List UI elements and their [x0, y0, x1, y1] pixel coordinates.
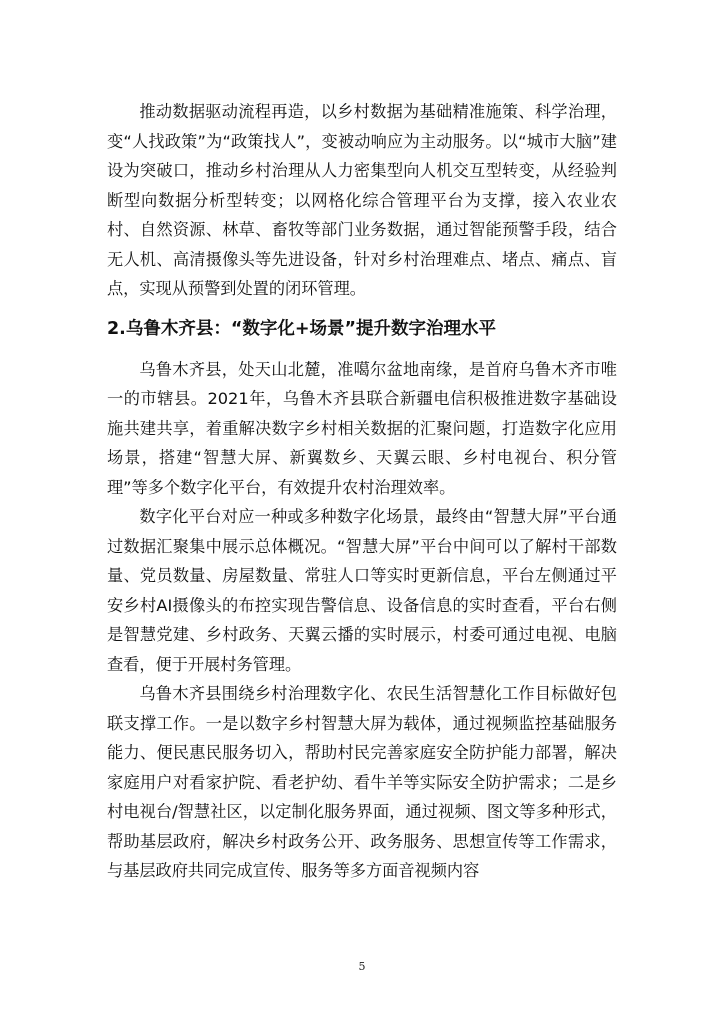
page-number: 5 [358, 960, 366, 973]
page-body [107, 97, 617, 886]
paragraph-urumqi-overview: 乌鲁木齐县，处天山北麓，准噶尔盆地南缘，是首府乌鲁木齐市唯一的市辖县。2021年，乌鲁木齐县联合新疆电信积极推进数字基础设施共建共享，着重解决数字乡村相关数据的汇聚问题，打造数字化应用场景，搭建“智慧大屏、新翼数乡、天翼云眼、乡村电视台、积分管理”等多个数字化平台，有效提升农村治理效率。 [107, 359, 617, 497]
paragraph-data-driven-governance: 推动数据驱动流程再造，以乡村数据为基础精准施策、科学治理，变“人找政策”为“政策找人”，变被动响应为主动服务。以“城市大脑”建设为突破口，推动乡村治理从人力密集型向人机交互型转变，从经验判断型向数据分析型转变；以网格化综合管理平台为支撑，接入农业农村、自然资源、林草、畜牧等部门业务数据，通过智能预警手段，结合无人机、高清摄像头等先进设备，针对乡村治理难点、堵点、痛点、盲点，实现从预警到处置的闭环管理。 [107, 102, 617, 298]
section-heading-urumqi-county: 2.乌鲁木齐县：“数字化+场景”提升数字治理水平 [107, 318, 496, 339]
paragraph-support-work: 乌鲁木齐县围绕乡村治理数字化、农民生活智慧化工作目标做好包联支撑工作。一是以数字乡村智慧大屏为载体，通过视频监控基础服务能力、便民惠民服务切入，帮助村民完善家庭安全防护能力部署，解决家庭用户对看家护院、看老护幼、看牛羊等实际安全防护需求；二是乡村电视台/智慧社区，以定制化服务界面，通过视频、图文等多种形式，帮助基层政府，解决乡村政务公开、政务服务、思想宣传等工作需求，与基层政府共同完成宣传、服务等多方面音视频内容 [107, 684, 617, 880]
paragraph-smart-screen-platform: 数字化平台对应一种或多种数字化场景，最终由“智慧大屏”平台通过数据汇聚集中展示总体概况。“智慧大屏”平台中间可以了解村干部数量、党员数量、房屋数量、常驻人口等实时更新信息，平台左侧通过平安乡村AI摄像头的布控实现告警信息、设备信息的实时查看，平台右侧是智慧党建、乡村政务、天翼云播的实时展示，村委可通过电视、电脑查看，便于开展村务管理。 [107, 507, 617, 674]
